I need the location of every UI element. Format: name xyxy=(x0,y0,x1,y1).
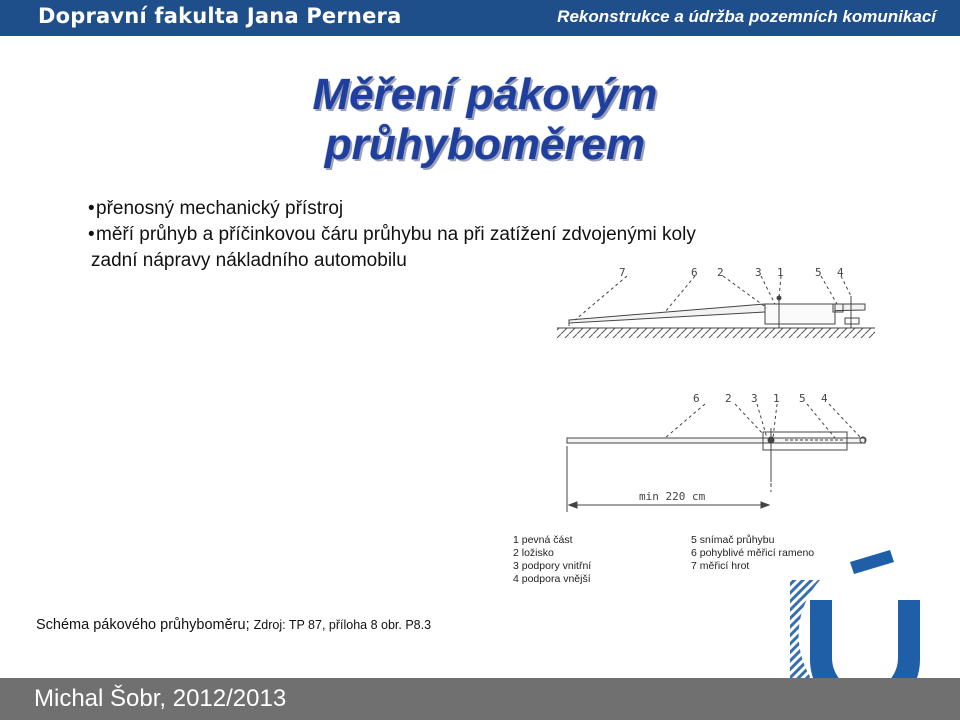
faculty-title: Dopravní fakulta Jana Pernera xyxy=(38,4,402,28)
side-view xyxy=(557,276,875,338)
top-label: 3 xyxy=(751,392,758,405)
legend-item: 7 měřicí hrot xyxy=(691,560,750,572)
side-label: 2 xyxy=(717,266,724,279)
side-foot xyxy=(845,318,859,324)
bullet-item xyxy=(88,222,888,248)
side-label: 3 xyxy=(755,266,762,279)
dimension-label: min 220 cm xyxy=(639,490,706,503)
leader-line xyxy=(665,276,695,312)
dim-arrow-right xyxy=(761,502,769,508)
legend-left-column xyxy=(513,534,591,586)
slide-title-line2: průhyboměrem xyxy=(324,120,646,169)
ground-hatch xyxy=(557,328,875,338)
caption-main: Schéma pákového průhyboměru; xyxy=(36,617,250,633)
top-view xyxy=(567,404,866,512)
legend-item: 5 snímač průhybu xyxy=(691,534,775,546)
dim-arrow-left xyxy=(569,502,577,508)
leader-line xyxy=(735,404,763,434)
side-label: 4 xyxy=(837,266,844,279)
side-label: 1 xyxy=(777,266,784,279)
top-label: 5 xyxy=(799,392,806,405)
slide-title-line1: Měření pákovým xyxy=(312,70,658,119)
leader-line xyxy=(821,276,837,304)
leader-line xyxy=(665,404,705,438)
legend-item: 3 podpory vnitřní xyxy=(513,560,592,572)
bullet-dot: • xyxy=(88,198,95,219)
figure-caption xyxy=(36,617,431,633)
bullet-item xyxy=(88,196,888,222)
leader-line xyxy=(829,404,861,438)
leader-line xyxy=(779,276,781,298)
author-text: Michal Šobr, 2012/2013 xyxy=(34,685,287,712)
bullet-text: přenosný mechanický přístroj xyxy=(96,198,344,219)
leader-line xyxy=(761,276,775,304)
top-label: 2 xyxy=(725,392,732,405)
leader-line xyxy=(723,276,767,308)
top-label: 1 xyxy=(773,392,780,405)
top-labels xyxy=(639,392,828,503)
side-frame xyxy=(765,304,835,324)
side-label: 5 xyxy=(815,266,822,279)
side-labels xyxy=(619,266,844,279)
leader-line xyxy=(807,404,835,438)
header-bar xyxy=(0,0,960,36)
footer-bar xyxy=(0,678,960,720)
course-title: Rekonstrukce a údržba pozemních komunikací xyxy=(557,7,936,26)
leader-line xyxy=(757,404,767,438)
legend-item: 6 pohyblivé měřicí rameno xyxy=(691,547,815,559)
deflectometer-diagram xyxy=(545,262,885,512)
bullet-continuation: zadní nápravy nákladního automobilu xyxy=(91,250,407,271)
slide-title xyxy=(200,70,770,170)
caption-source: Zdroj: TP 87, příloha 8 obr. P8.3 xyxy=(253,618,432,632)
bullet-dot: • xyxy=(88,224,95,245)
leader-line xyxy=(575,276,627,320)
leader-line xyxy=(773,404,777,438)
legend-item: 1 pevná část xyxy=(513,534,573,546)
side-label: 6 xyxy=(691,266,698,279)
top-label: 4 xyxy=(821,392,828,405)
side-label: 7 xyxy=(619,266,626,279)
leader-line xyxy=(841,276,851,296)
top-bearing xyxy=(768,437,774,443)
top-label: 6 xyxy=(693,392,700,405)
legend-item: 4 podpora vnější xyxy=(513,573,591,585)
legend-item: 2 ložisko xyxy=(513,547,554,559)
bullet-text: měří průhyb a příčinkovou čáru průhybu na při zatížení zdvojenými koly xyxy=(96,224,696,245)
